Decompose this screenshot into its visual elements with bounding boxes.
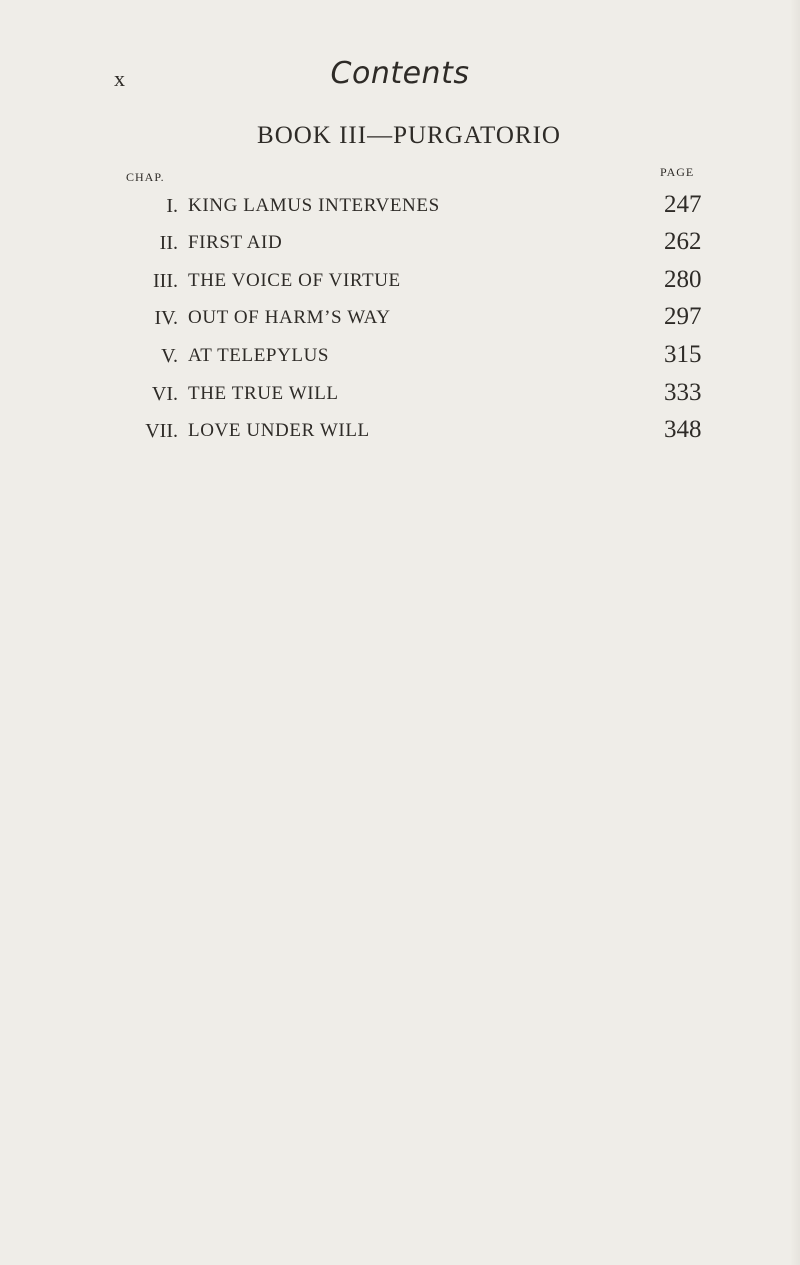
chapter-number: VI. <box>151 383 178 405</box>
chapter-page: 315 <box>664 341 702 368</box>
toc-row <box>0 228 800 268</box>
toc-row <box>0 416 800 456</box>
chapter-page: 262 <box>664 228 702 255</box>
chapter-title: KING LAMUS INTERVENES <box>188 195 440 216</box>
chapter-title: LOVE UNDER WILL <box>188 420 370 441</box>
book-title: BOOK III—PURGATORIO <box>257 122 561 149</box>
toc-row <box>0 341 800 381</box>
chapter-page: 297 <box>664 303 702 330</box>
chapter-title: OUT OF HARM’S WAY <box>188 307 391 328</box>
chapter-number: I. <box>166 195 178 217</box>
toc-row <box>0 303 800 343</box>
chapter-page: 247 <box>664 191 702 218</box>
toc-row <box>0 379 800 419</box>
chapter-number: VII. <box>145 420 178 442</box>
page-column-header: PAGE <box>660 165 695 179</box>
toc-row <box>0 191 800 231</box>
page-edge-shadow <box>790 0 800 1265</box>
running-head: Contents <box>330 56 470 91</box>
chapter-title: AT TELEPYLUS <box>188 345 330 366</box>
chapter-page: 333 <box>664 379 702 406</box>
toc-row <box>0 266 800 306</box>
chapter-title: FIRST AID <box>188 232 283 253</box>
chapter-title: THE VOICE OF VIRTUE <box>188 270 401 291</box>
chapter-number: V. <box>161 345 178 367</box>
page-number: x <box>114 66 125 91</box>
chapter-number: III. <box>153 270 178 292</box>
chapter-page: 280 <box>664 266 702 293</box>
chapter-title: THE TRUE WILL <box>188 383 339 404</box>
chapter-number: IV. <box>154 307 178 329</box>
chapter-column-header: CHAP. <box>126 170 165 184</box>
chapter-page: 348 <box>664 416 702 443</box>
chapter-number: II. <box>159 232 178 254</box>
